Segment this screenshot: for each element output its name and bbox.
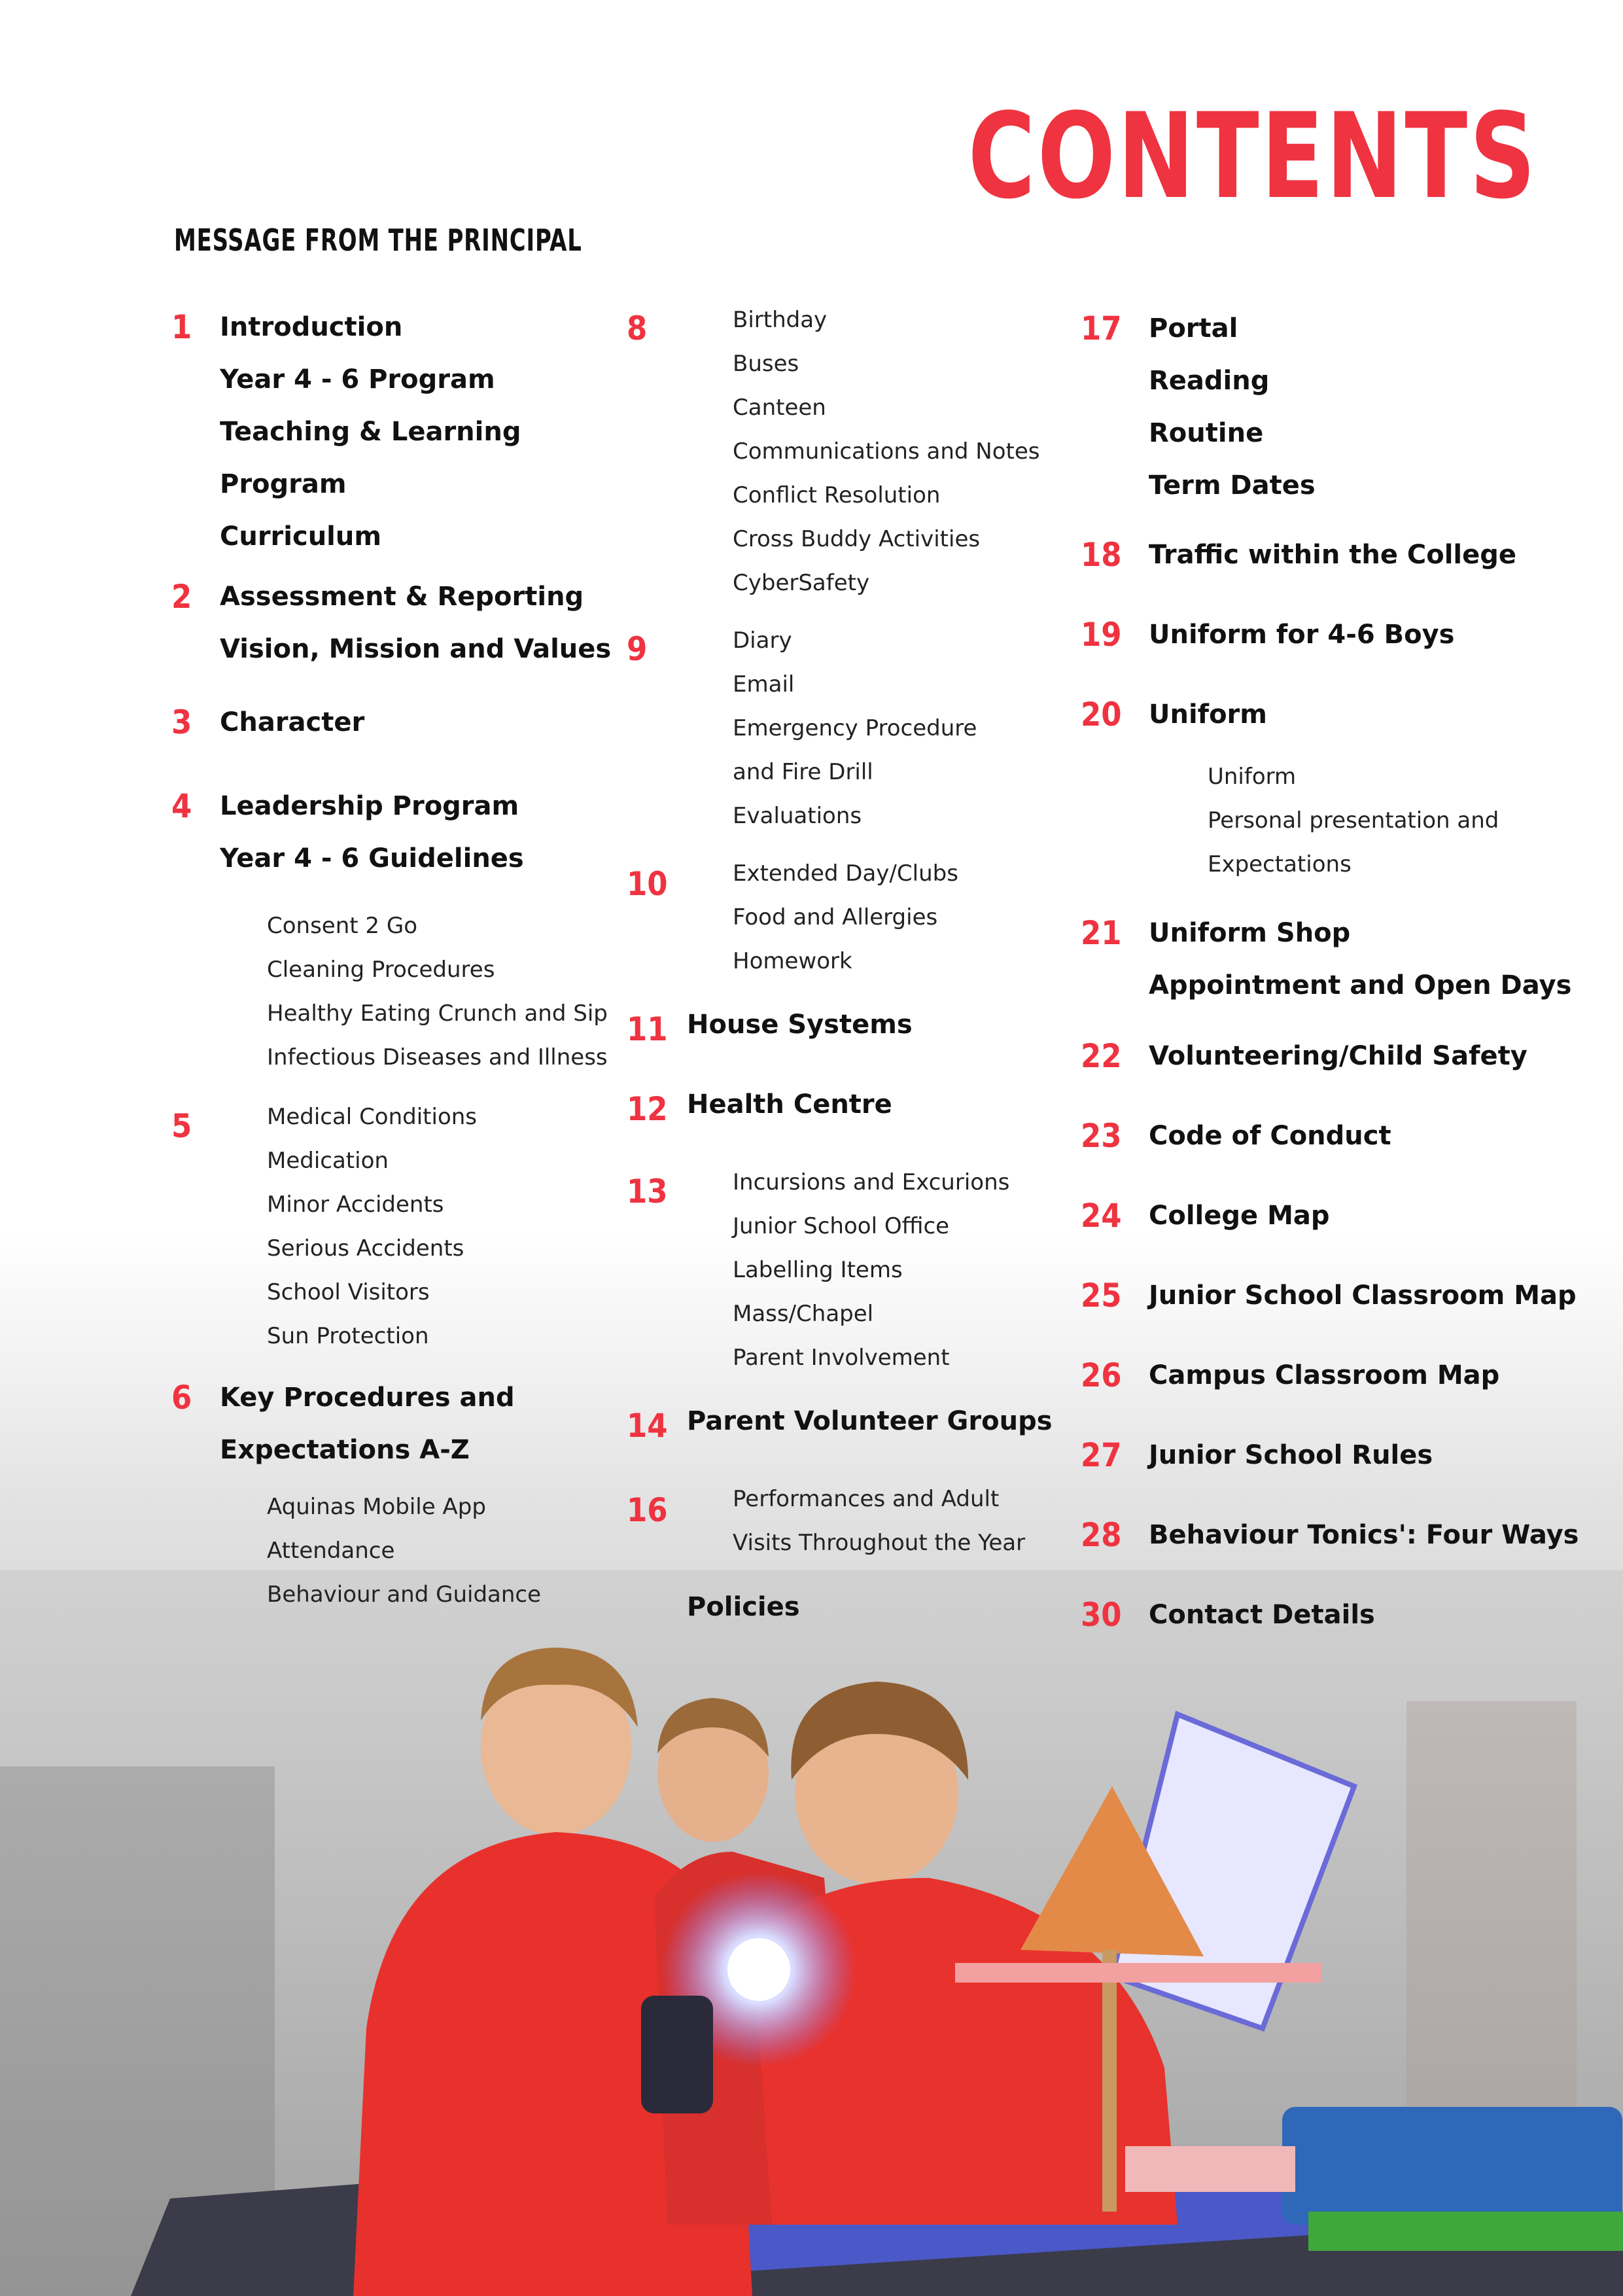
toc-subitem[interactable]: Medication <box>267 1148 389 1174</box>
toc-item[interactable]: Traffic within the College <box>1149 540 1517 570</box>
toc-subitem[interactable]: Junior School Office <box>733 1213 950 1239</box>
toc-item[interactable]: Behaviour Tonics': Four Ways <box>1149 1520 1579 1550</box>
page-number: 24 <box>1081 1197 1122 1235</box>
toc-item[interactable]: Character <box>220 707 365 737</box>
toc-item[interactable]: Leadership Program <box>220 791 519 821</box>
page-number: 23 <box>1081 1117 1122 1155</box>
page-number: 5 <box>171 1107 192 1145</box>
toc-subitem[interactable]: Email <box>733 671 795 698</box>
toc-subitem[interactable]: and Fire Drill <box>733 759 873 785</box>
page-number: 3 <box>171 703 192 741</box>
page-number: 26 <box>1081 1356 1122 1394</box>
page-number: 30 <box>1081 1596 1122 1634</box>
toc-subitem[interactable]: Canteen <box>733 395 826 421</box>
toc-subitem[interactable]: Diary <box>733 627 792 654</box>
toc-item[interactable]: Contact Details <box>1149 1600 1375 1630</box>
toc-item[interactable]: Curriculum <box>220 521 382 552</box>
toc-item[interactable]: Reading <box>1149 366 1270 396</box>
toc-subitem[interactable]: Conflict Resolution <box>733 482 941 508</box>
students-photo <box>0 1570 1623 2296</box>
toc-subitem[interactable]: Cross Buddy Activities <box>733 526 981 552</box>
page-number: 14 <box>627 1407 668 1445</box>
toc-item[interactable]: Uniform Shop <box>1149 918 1351 948</box>
page-number: 21 <box>1081 914 1122 952</box>
toc-item[interactable]: Appointment and Open Days <box>1149 970 1572 1000</box>
toc-subitem[interactable]: Emergency Procedure <box>733 715 977 741</box>
toc-subitem[interactable]: Attendance <box>267 1538 395 1564</box>
toc-item[interactable]: Assessment & Reporting <box>220 582 584 612</box>
toc-item[interactable]: Teaching & Learning <box>220 417 521 447</box>
page-number: 16 <box>627 1491 668 1529</box>
toc-subitem[interactable]: Labelling Items <box>733 1257 903 1283</box>
toc-subitem[interactable]: Performances and Adult <box>733 1486 1000 1512</box>
page-number: 18 <box>1081 536 1122 574</box>
page-number: 25 <box>1081 1277 1122 1315</box>
toc-subitem[interactable]: Incursions and Excurions <box>733 1169 1010 1195</box>
toc-item[interactable]: Parent Volunteer Groups <box>687 1406 1053 1436</box>
page-number: 20 <box>1081 696 1122 733</box>
toc-item[interactable]: Junior School Classroom Map <box>1149 1280 1577 1311</box>
toc-subitem[interactable]: Personal presentation and <box>1208 807 1499 834</box>
toc-item[interactable]: Junior School Rules <box>1149 1440 1433 1470</box>
page-number: 27 <box>1081 1436 1122 1474</box>
principal-message-heading[interactable]: MESSAGE FROM THE PRINCIPAL <box>174 222 582 258</box>
toc-subitem[interactable]: Homework <box>733 948 852 974</box>
page-number: 8 <box>627 309 648 347</box>
toc-subitem[interactable]: Expectations <box>1208 851 1352 877</box>
page-number: 17 <box>1081 309 1122 347</box>
page-number: 11 <box>627 1010 668 1048</box>
page-number: 19 <box>1081 616 1122 654</box>
toc-subitem[interactable]: School Visitors <box>267 1279 430 1305</box>
toc-item[interactable]: Campus Classroom Map <box>1149 1360 1500 1390</box>
toc-subitem[interactable]: Birthday <box>733 307 828 333</box>
page-number: 12 <box>627 1090 668 1128</box>
toc-item[interactable]: Vision, Mission and Values <box>220 634 612 664</box>
toc-subitem[interactable]: Serious Accidents <box>267 1235 464 1262</box>
toc-item[interactable]: Policies <box>687 1592 800 1622</box>
toc-subitem[interactable]: Minor Accidents <box>267 1192 444 1218</box>
toc-subitem[interactable]: Parent Involvement <box>733 1345 950 1371</box>
toc-item[interactable]: Code of Conduct <box>1149 1121 1391 1151</box>
page-number: 4 <box>171 787 192 825</box>
toc-subitem[interactable]: Medical Conditions <box>267 1104 478 1130</box>
toc-subitem[interactable]: Infectious Diseases and Illness <box>267 1044 608 1070</box>
toc-subitem[interactable]: Visits Throughout the Year <box>733 1530 1026 1556</box>
page-number: 9 <box>627 630 648 668</box>
toc-subitem[interactable]: Food and Allergies <box>733 904 938 930</box>
toc-subitem[interactable]: CyberSafety <box>733 570 870 596</box>
toc-subitem[interactable]: Extended Day/Clubs <box>733 860 958 887</box>
toc-item[interactable]: Uniform for 4-6 Boys <box>1149 620 1455 650</box>
toc-item[interactable]: Volunteering/Child Safety <box>1149 1041 1527 1071</box>
toc-item[interactable]: Year 4 - 6 Guidelines <box>220 843 524 874</box>
toc-item[interactable]: Key Procedures and <box>220 1383 515 1413</box>
toc-item[interactable]: Uniform <box>1149 699 1267 730</box>
toc-item[interactable]: Expectations A-Z <box>220 1435 470 1465</box>
page-title: CONTENTS <box>968 88 1538 225</box>
toc-item[interactable]: House Systems <box>687 1010 913 1040</box>
toc-subitem[interactable]: Buses <box>733 351 799 377</box>
toc-subitem[interactable]: Behaviour and Guidance <box>267 1581 542 1608</box>
page-number: 2 <box>171 578 192 616</box>
page-number: 28 <box>1081 1516 1122 1554</box>
page-number: 22 <box>1081 1037 1122 1075</box>
toc-item[interactable]: Introduction <box>220 312 403 342</box>
toc-subitem[interactable]: Cleaning Procedures <box>267 957 495 983</box>
toc-item[interactable]: Routine <box>1149 418 1264 448</box>
toc-subitem[interactable]: Mass/Chapel <box>733 1301 874 1327</box>
toc-subitem[interactable]: Healthy Eating Crunch and Sip <box>267 1000 608 1027</box>
page-number: 13 <box>627 1173 668 1210</box>
toc-subitem[interactable]: Evaluations <box>733 803 862 829</box>
page-number: 6 <box>171 1379 192 1417</box>
page-number: 10 <box>627 865 668 903</box>
toc-item[interactable]: Health Centre <box>687 1089 892 1120</box>
toc-subitem[interactable]: Uniform <box>1208 764 1297 790</box>
toc-subitem[interactable]: Aquinas Mobile App <box>267 1494 486 1520</box>
page-number: 1 <box>171 308 192 346</box>
toc-item[interactable]: Portal <box>1149 313 1238 344</box>
toc-item[interactable]: College Map <box>1149 1201 1330 1231</box>
toc-subitem[interactable]: Sun Protection <box>267 1323 429 1349</box>
toc-subitem[interactable]: Communications and Notes <box>733 438 1040 465</box>
toc-subitem[interactable]: Consent 2 Go <box>267 913 417 939</box>
toc-item[interactable]: Term Dates <box>1149 470 1316 501</box>
toc-item[interactable]: Program <box>220 469 347 499</box>
toc-item[interactable]: Year 4 - 6 Program <box>220 364 495 395</box>
